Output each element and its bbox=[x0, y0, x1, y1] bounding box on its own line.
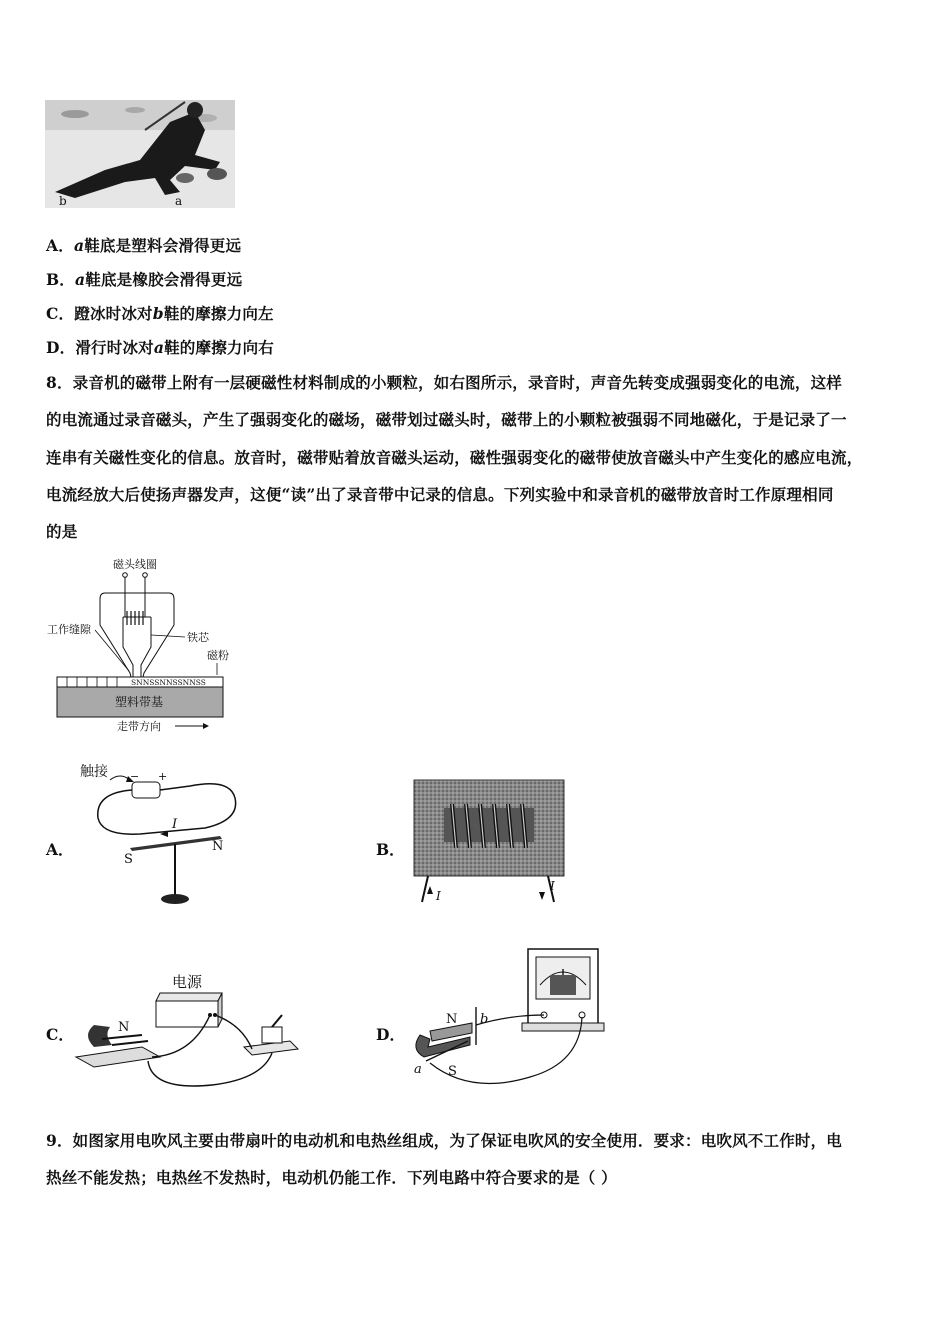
q8-option-a-label: A． bbox=[46, 840, 74, 859]
powder-label: 磁粉 bbox=[207, 649, 229, 662]
north-pole-label: N bbox=[212, 839, 224, 854]
touch-label: 触接 bbox=[80, 764, 108, 780]
pole-sequence: SNNSSNNSSNNSS bbox=[131, 678, 206, 687]
q8-option-b-label: B． bbox=[376, 840, 405, 859]
q8-line-3: 连串有关磁性变化的信息。放音时，磁带贴着放音磁头运动，磁性强弱变化的磁带使放音磁头中产生变化的感应电流， bbox=[46, 448, 863, 467]
generator-experiment bbox=[410, 945, 610, 1090]
power-label: 电源 bbox=[172, 973, 203, 991]
plus-label: + bbox=[158, 770, 168, 783]
q8-option-d-label: D． bbox=[376, 1025, 405, 1044]
current-in-label: I bbox=[436, 889, 441, 903]
q8-line-4: 电流经放大后使扬声器发声，这便“读”出了录音带中记录的信息。下列实验中和录音机的磁带放音时工作原理相同 bbox=[46, 485, 834, 504]
magnet-north-label: N bbox=[118, 1020, 130, 1035]
d-south-label: S bbox=[448, 1064, 457, 1079]
d-label-b: b bbox=[480, 1012, 489, 1027]
curling-photo bbox=[45, 100, 235, 208]
q8-line-1: 8．录音机的磁带上附有一层硬磁性材料制成的小颗粒，如右图所示，录音时，声音先转变成强弱变化的电流，这样 bbox=[46, 373, 842, 392]
q8-option-c-label: C． bbox=[46, 1025, 74, 1044]
q7-option-c: C．蹬冰时冰对b鞋的摩擦力向左 bbox=[46, 304, 274, 323]
coil-label: 磁头线圈 bbox=[113, 558, 157, 571]
core-label: 铁芯 bbox=[187, 631, 209, 644]
gap-label: 工作缝隙 bbox=[47, 623, 91, 636]
motor-experiment bbox=[72, 965, 308, 1095]
q7-option-a: A．a鞋底是塑料会滑得更远 bbox=[46, 236, 242, 255]
q7-option-b: B．a鞋底是橡胶会滑得更远 bbox=[46, 270, 243, 289]
direction-label: 走带方向 bbox=[117, 720, 161, 733]
current-label: I bbox=[172, 817, 178, 832]
q8-line-5: 的是 bbox=[46, 522, 78, 541]
q9-line-1: 9．如图家用电吹风主要由带扇叶的电动机和电热丝组成，为了保证电吹风的安全使用．要求：电吹风不工作时，电 bbox=[46, 1131, 842, 1150]
south-pole-label: S bbox=[124, 852, 133, 867]
minus-label: − bbox=[130, 770, 140, 783]
tape-head-diagram bbox=[45, 555, 235, 737]
photo-label-a: a bbox=[175, 194, 183, 208]
current-out-label: I bbox=[550, 879, 555, 893]
q9-line-2: 热丝不能发热；电热丝不发热时，电动机仍能工作．下列电路中符合要求的是（ ） bbox=[46, 1168, 617, 1187]
q8-line-2: 的电流通过录音磁头，产生了强弱变化的磁场，磁带划过磁头时，磁带上的小颗粒被强弱不同地磁化，于是记录了一 bbox=[46, 410, 847, 429]
photo-label-b: b bbox=[59, 194, 67, 208]
d-north-label: N bbox=[446, 1012, 458, 1027]
oersted-experiment bbox=[80, 758, 250, 908]
solenoid-iron-filings bbox=[410, 778, 570, 908]
d-label-a: a bbox=[414, 1062, 422, 1077]
q7-option-d: D．滑行时冰对a鞋的摩擦力向右 bbox=[46, 338, 275, 357]
base-label: 塑料带基 bbox=[115, 695, 164, 709]
